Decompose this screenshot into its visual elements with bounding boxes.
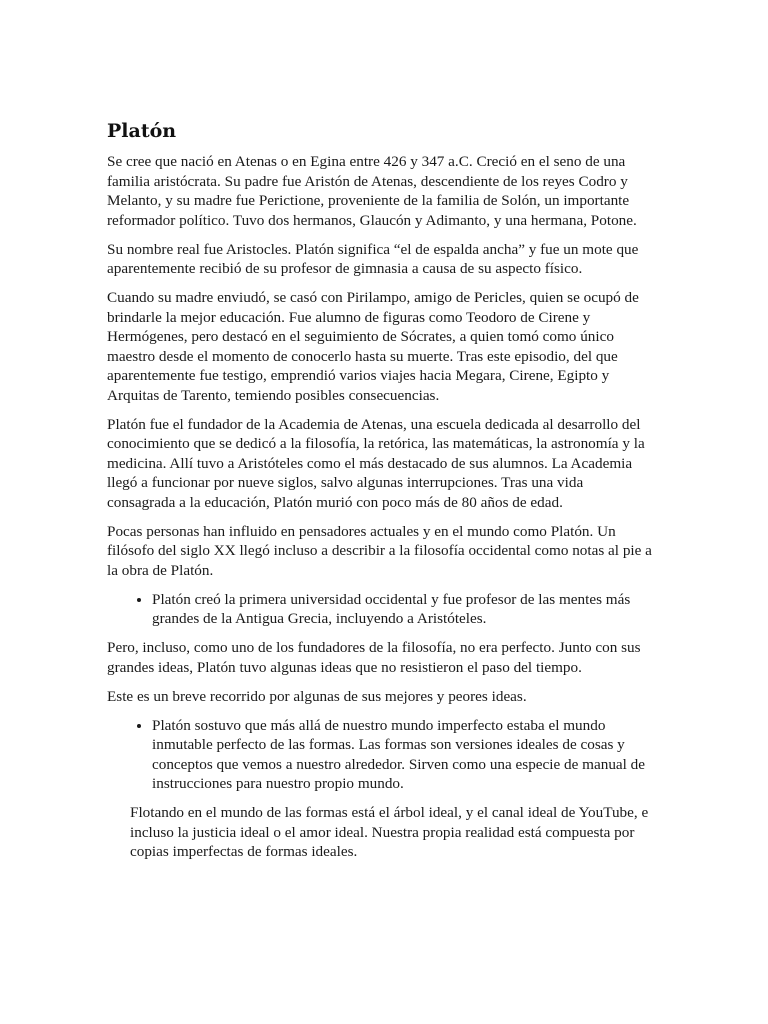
paragraph-forms: Flotando en el mundo de las formas está el árbol ideal, y el canal ideal de YouTube, e incluso la justicia ideal o el amor ideal. Nuestra propia realidad está compuesta por copias imperfectas de formas ideales. [130, 804, 649, 860]
bullet-list-2 [107, 716, 655, 794]
paragraph-influence: Pocas personas han influido en pensadores actuales y en el mundo como Platón. Un filósofo del siglo XX llegó incluso a describir a la filosofía occidental como notas al pie a la obra de Platón. [107, 522, 652, 579]
paragraph-overview: Este es un breve recorrido por algunas de sus mejores y peores ideas. [107, 687, 527, 705]
list-item: • Platón creó la primera universidad occidental y fue profesor de las mentes más grandes de la Antigua Grecia, incluyendo a Aristóteles. [152, 590, 655, 629]
paragraph-education: Cuando su madre enviudó, se casó con Pirilampo, amigo de Pericles, quien se ocupó de brindarle la mejor educación. Fue alumno de figuras como Teodoro de Cirene y Hermógenes, pero destacó en el seguimiento de Sócrates, a quien tomó como único maestro desde el momento de conocerlo hasta su muerte. Tras este episodio, del que aparentemente fue testigo, emprendió varios viajes hacia Megara, Cirene, Egipto y Arquitas de Tarento, temiendo posibles consecuencias. [107, 289, 639, 404]
document-title: Platón [107, 120, 177, 142]
list-item: • Platón sostuvo que más allá de nuestro mundo imperfecto estaba el mundo inmutable perfecto de las formas. Las formas son versiones ideales de cosas y conceptos que vemos a nuestro alrededor. Sirven como una especie de manual de instrucciones para nuestro propio mundo. [152, 716, 655, 794]
bullet-list-1 [107, 590, 655, 629]
paragraph-imperfect: Pero, incluso, como uno de los fundadores de la filosofía, no era perfecto. Junto con sus grandes ideas, Platón tuvo algunas ideas que no resistieron el paso del tiempo. [107, 639, 641, 676]
document-page [107, 118, 655, 871]
paragraph-academy: Platón fue el fundador de la Academia de Atenas, una escuela dedicada al desarrollo del conocimiento que se dedicó a la filosofía, la retórica, las matemáticas, la astronomía y la medicina. Allí tuvo a Aristóteles como el más destacado de sus alumnos. La Academia llegó a funcionar por nueve siglos, salvo algunas interrupciones. Tras una vida consagrada a la educación, Platón murió con poco más de 80 años de edad. [107, 415, 645, 511]
paragraph-origin: Se cree que nació en Atenas o en Egina entre 426 y 347 a.C. Creció en el seno de una familia aristócrata. Su padre fue Aristón de Atenas, descendiente de los reyes Codro y Melanto, y su madre fue Perictione, proveniente de la familia de Solón, un importante reformador político. Tuvo dos hermanos, Glaucón y Adimanto, y una hermana, Potone. [107, 153, 637, 229]
paragraph-name: Su nombre real fue Aristocles. Platón significa “el de espalda ancha” y fue un mote que aparentemente recibió de su profesor de gimnasia a causa de su aspecto físico. [107, 240, 639, 277]
